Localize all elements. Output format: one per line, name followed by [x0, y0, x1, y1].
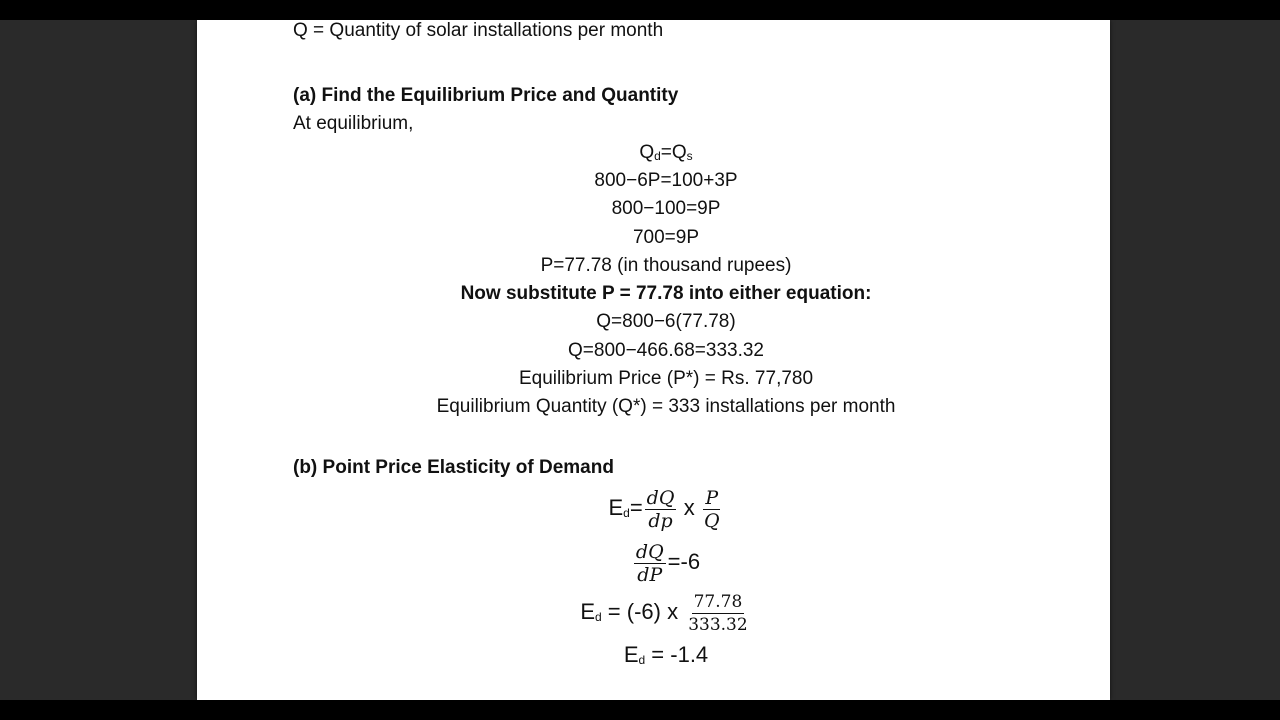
dq-dp-fraction [645, 487, 677, 532]
frac-denominator: dp [648, 510, 673, 533]
step-3: 700=9P [632, 227, 700, 248]
substitute-note: Now substitute P = 77.78 into either equation: [460, 283, 872, 304]
section-b-heading: (b) Point Price Elasticity of Demand [293, 457, 614, 478]
equilibrium-condition [197, 142, 1135, 167]
derivative-line [197, 540, 1135, 586]
price-quantity-fraction [686, 591, 749, 636]
bottom-letterbox-bar [0, 700, 1280, 720]
q-step-1: Q=800−6(77.78) [596, 311, 736, 332]
ed-symbol: E [623, 642, 639, 667]
elasticity-formula [197, 486, 1135, 535]
times-sign: x [683, 495, 695, 520]
frac-numerator: 77.78 [693, 592, 743, 613]
frac-numerator: dQ [646, 487, 675, 510]
equilibrium-price: Equilibrium Price (P*) = Rs. 77,780 [518, 368, 814, 389]
ed-symbol: E [608, 495, 624, 520]
step-2: 800−100=9P [611, 198, 721, 219]
section-a-lead: At equilibrium, [293, 113, 414, 134]
frac-numerator: P [705, 487, 719, 510]
derivative-value: =-6 [667, 549, 701, 574]
document-page [197, 20, 1110, 700]
quantity-definition: Q = Quantity of solar installations per month [293, 20, 664, 41]
frac-denominator: Q [703, 510, 720, 533]
step-4: P=77.78 (in thousand rupees) [540, 255, 792, 276]
elasticity-calculation [197, 590, 1135, 639]
step-1: 800−6P=100+3P [594, 170, 738, 191]
frac-denominator: dP [637, 564, 663, 587]
p-q-fraction [702, 487, 722, 532]
ed-subscript: d [638, 653, 646, 667]
frac-denominator: 333.32 [688, 615, 748, 636]
elasticity-result [197, 644, 1135, 671]
ed-subscript: d [595, 610, 602, 624]
dq-dp-derivative [634, 541, 666, 586]
section-a-heading: (a) Find the Equilibrium Price and Quantity [293, 85, 679, 106]
top-letterbox-bar [0, 0, 1280, 20]
equals-sign: = [629, 495, 643, 520]
qd-subscript: d [654, 149, 661, 163]
result-value: = -1.4 [645, 642, 709, 667]
qs-symbol: =Q [660, 142, 687, 163]
ed-symbol: E [580, 599, 595, 624]
frac-numerator: dQ [635, 541, 664, 564]
equilibrium-quantity: Equilibrium Quantity (Q*) = 333 installations per month [436, 396, 896, 417]
q-step-2: Q=800−466.68=333.32 [568, 340, 764, 361]
ed-subscript: d [623, 506, 630, 520]
calc-expression: = (-6) x [601, 599, 685, 624]
qs-subscript: s [686, 149, 693, 163]
qd-symbol: Q [639, 142, 655, 163]
